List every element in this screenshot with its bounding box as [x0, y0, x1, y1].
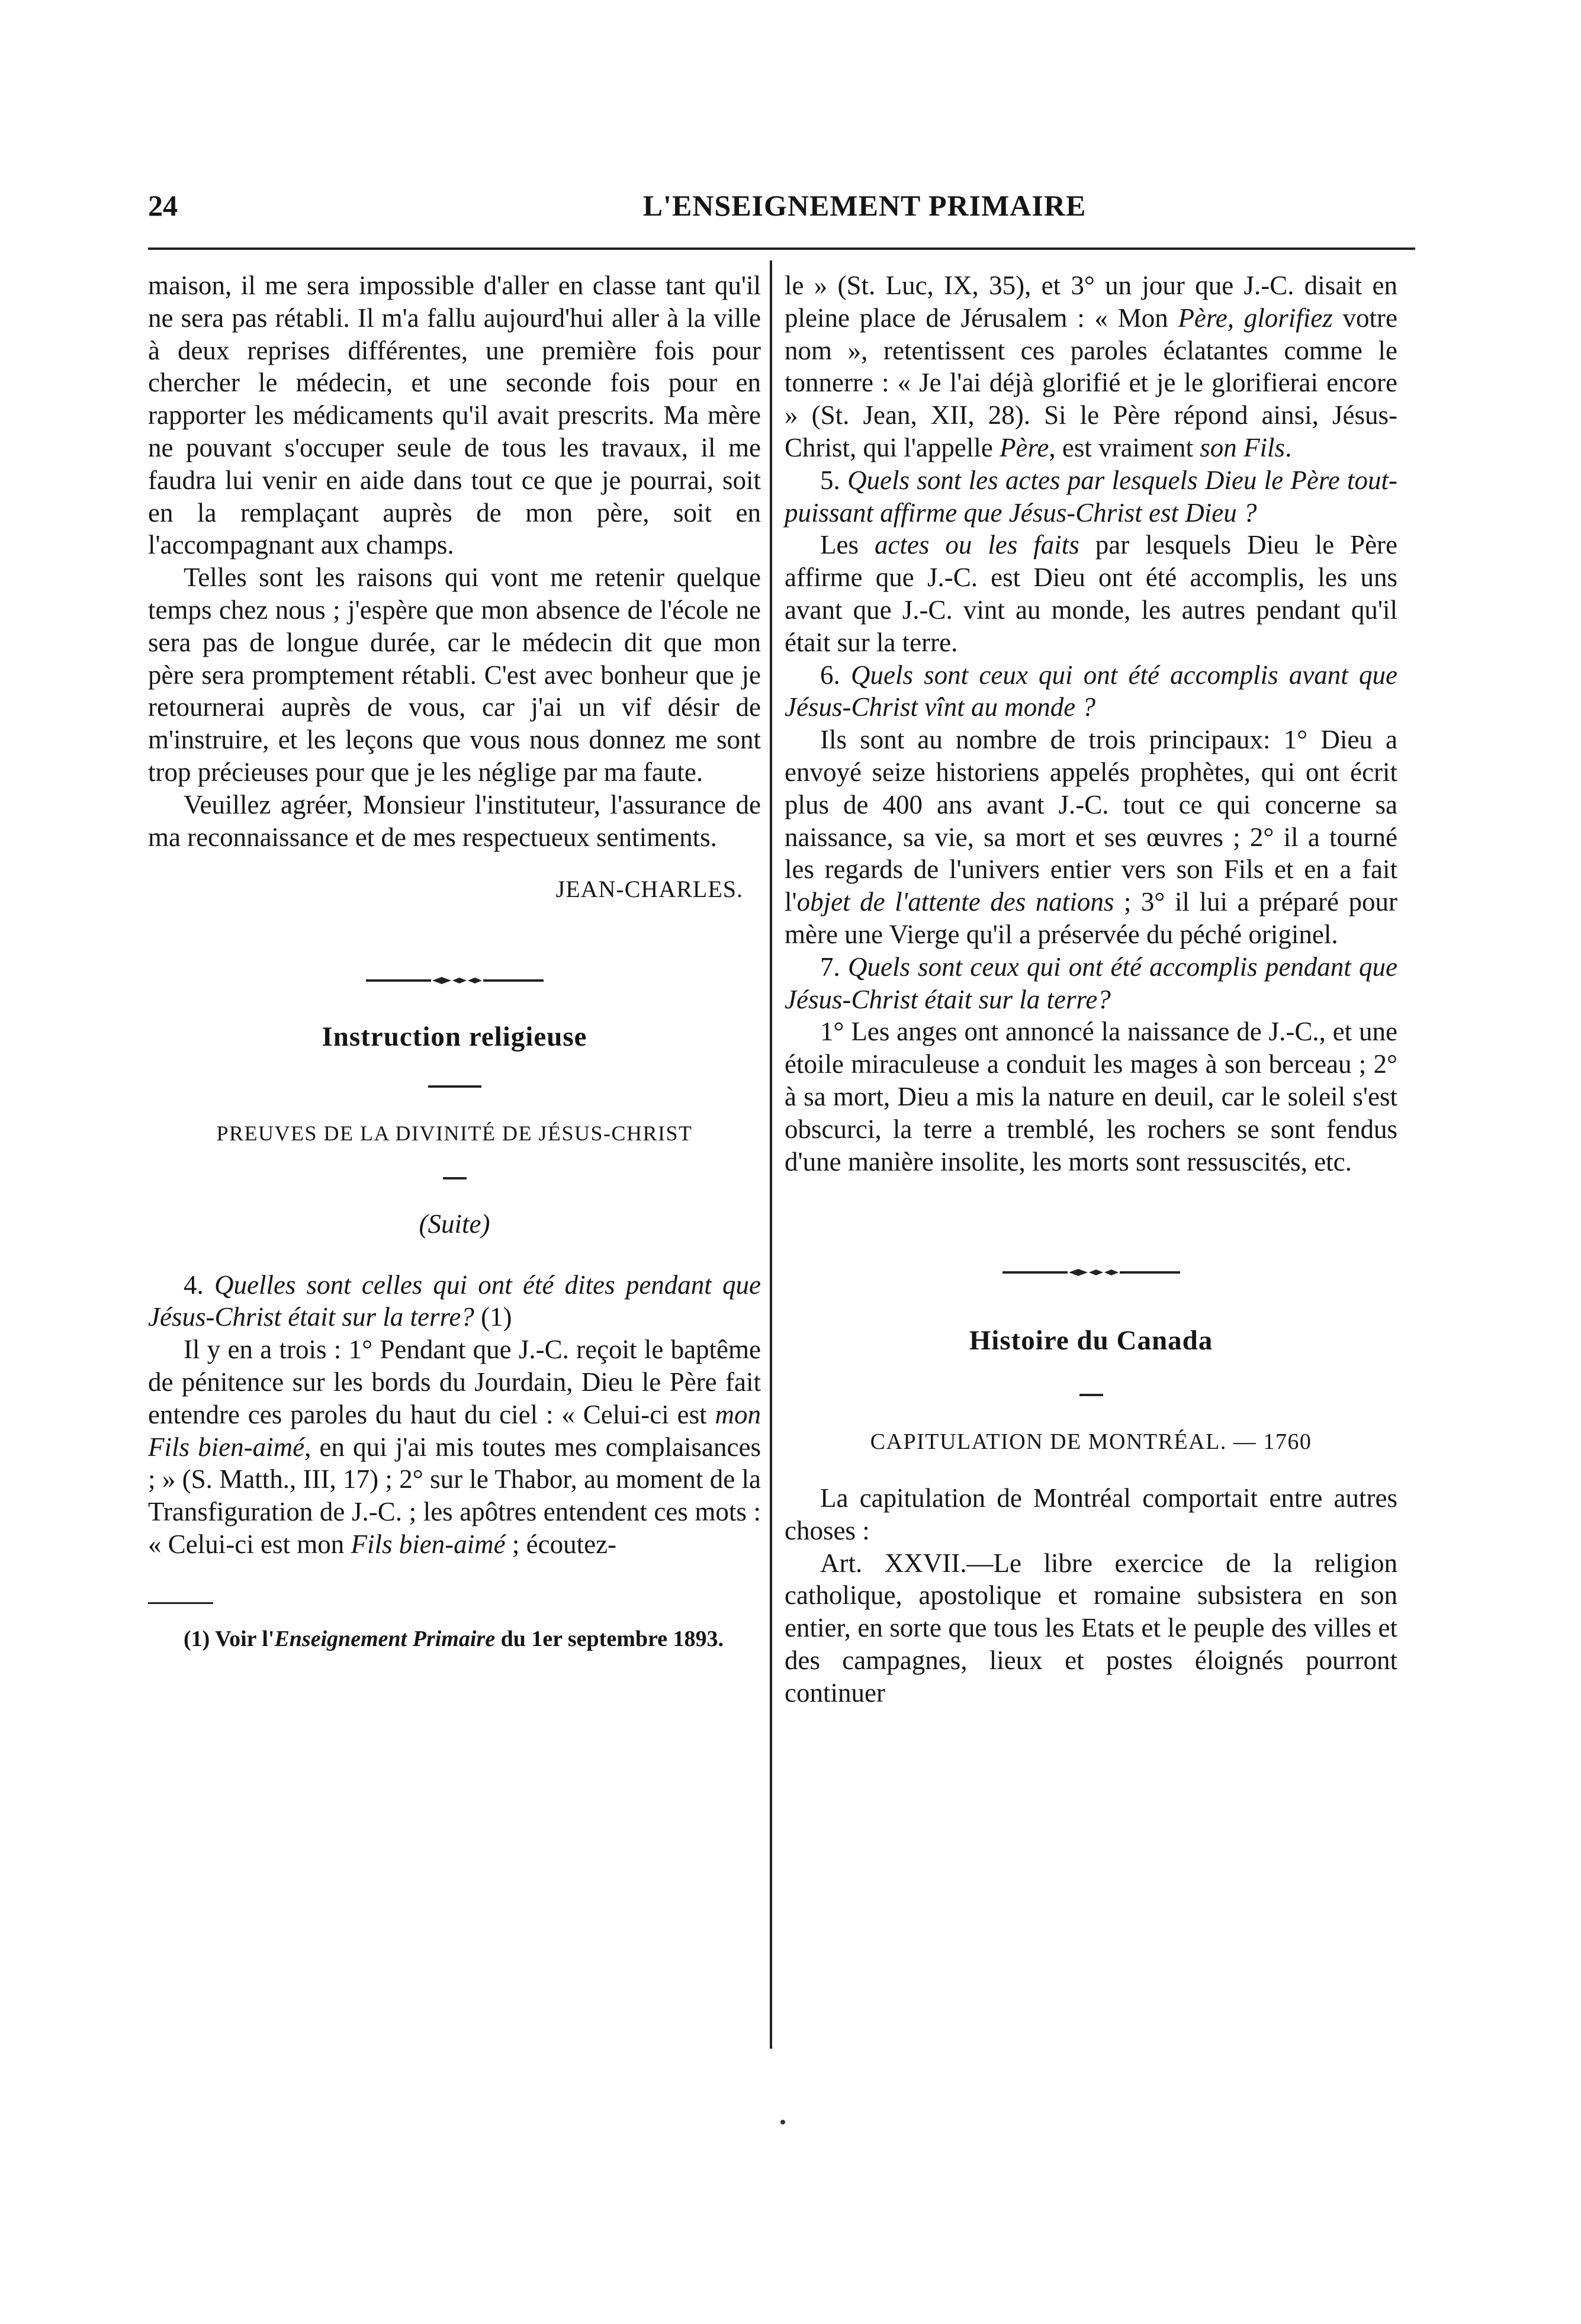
footnote: (1) Voir l'Enseignement Primaire du 1er septembre 1893. — [184, 1626, 724, 1651]
answer-7: 1° Les anges ont annoncé la naissance de J.-C., et une étoile miraculeuse a conduit les mages à son berceau ; 2° à sa mort, Dieu a mis la nature en deuil, car le soleil s'est obscurci, la terre a tremblé, les rochers se sont fendus d'une manière insolite, les morts sont ressuscités, etc. — [785, 1017, 1397, 1177]
section-subtitle-history: CAPITULATION DE MONTRÉAL. — 1760 — [870, 1429, 1312, 1455]
suite-label: (Suite) — [419, 1208, 490, 1239]
letter-paragraph-1: maison, il me sera impossible d'aller en classe tant qu'il ne sera pas rétabli. Il m'a fallu aujourd'hui aller à la ville à deux reprises différentes, une première fois pour chercher le médecin, et une seconde fois pour en rapporter les médicaments qu'il avait prescrits. Ma mère ne pouvant s'occuper seule de tous les travaux, il me faudra lui venir en aide dans tout ce que je pourrai, soit en la remplaçant auprès de mon père, soit en l'accompagnant aux champs. — [148, 271, 761, 560]
answer-4: Il y en a trois : 1° Pendant que J.-C. reçoit le baptême de pénitence sur les bords du Jourdain, Dieu le Père fait entendre ces paroles du haut du ciel : « Celui-ci est mon Fils bien-aimé, en qui j'ai mis toutes mes complaisances ; » (S. Matth., III, 17) ; 2° sur le Thabor, au moment de la Transfiguration de J.-C. ; les apôtres entendent ces mots : « Celui-ci est mon Fils bien-aimé ; écoutez- — [148, 1335, 761, 1559]
section-subtitle-religion: PREUVES DE LA DIVINITÉ DE JÉSUS-CHRIST — [216, 1121, 693, 1145]
column-divider — [770, 261, 772, 2049]
question-text: Quelles sont celles qui ont été dites pendant que Jésus-Christ était sur la terre? — [148, 1269, 761, 1332]
page-mark — [780, 2120, 785, 2124]
section-title-religion: Instruction religieuse — [322, 1021, 587, 1053]
question-5 — [785, 464, 1397, 529]
ornament-divider — [366, 975, 544, 986]
running-title: L'ENSEIGNEMENT PRIMAIRE — [642, 189, 1087, 222]
question-6 — [785, 659, 1397, 724]
letter-paragraph-2: Telles sont les raisons qui vont me retenir quelque temps chez nous ; j'espère que mon absence de l'école ne sera pas de longue durée, car le médecin dit que mon père sera promptement rétabli. C'est avec bonheur que je retournerai auprès de vous, car j'ai un vif désir de m'instruire, et les leçons que vous nous donnez me sont trop précieuses pour que je les néglige par ma faute. — [148, 562, 761, 787]
question-text: Quels sont les actes par lesquels Dieu le Père tout-puissant affirme que Jésus-Christ est Dieu ? — [785, 465, 1397, 528]
left-column — [148, 269, 761, 1653]
right-column — [785, 269, 1397, 1709]
header-rule — [148, 247, 1415, 250]
question-number: 7. — [820, 952, 840, 982]
history-intro: La capitulation de Montréal comportait entre autres choses : — [785, 1483, 1397, 1545]
answer-6: Ils sont au nombre de trois principaux: 1° Dieu a envoyé seize historiens appelés prophètes, qui ont écrit plus de 400 ans avant J.-C. tout ce qui concerne sa naissance, sa vie, sa mort et ses œuvres ; 2° il a tourné les regards de l'univers entier vers son Fils et en a fait l'objet de l'attente des nations ; 3° il lui a préparé pour mère une Vierge qu'il a préservée du péché originel. — [785, 725, 1397, 949]
letter-paragraph-3: Veuillez agréer, Monsieur l'instituteur, l'assurance de ma reconnaissance et de mes respectueux sentiments. — [148, 789, 761, 852]
question-4 — [148, 1269, 761, 1334]
answer-4-continued: le » (St. Luc, IX, 35), et 3° un jour que J.-C. disait en pleine place de Jérusalem : « Mon Père, glorifiez votre nom », retentissent ces paroles éclatantes comme le tonnerre : « Je l'ai déjà glorifié et je le glorifierai encore » (St. Jean, XII, 28). Si le Père répond ainsi, Jésus-Christ, qui l'appelle Père, est vraiment son Fils. — [785, 271, 1397, 462]
footnote-ref: (1) — [481, 1302, 512, 1332]
question-text: Quels sont ceux qui ont été accomplis avant que Jésus-Christ vînt au monde ? — [785, 660, 1397, 722]
answer-5: Les actes ou les faits par lesquels Dieu le Père affirme que J.-C. est Dieu ont été accomplis, les uns avant que J.-C. vint au monde, les autres pendant qu'il était sur la terre. — [785, 530, 1398, 657]
question-text: Quels sont ceux qui ont été accomplis pendant que Jésus-Christ était sur la terre? — [785, 952, 1397, 1014]
question-number: 4. — [184, 1269, 204, 1300]
page-number: 24 — [148, 189, 178, 222]
page-header — [148, 188, 1415, 236]
question-number: 5. — [820, 465, 840, 495]
question-number: 6. — [820, 660, 840, 690]
section-title-history: Histoire du Canada — [969, 1325, 1213, 1357]
history-article-27: Art. XXVII.—Le libre exercice de la religion catholique, apostolique et romaine subsistera en son entier, en sorte que tous les Etats et le peuple des villes et des campagnes, lieux et postes éloignés pourront continuer — [785, 1548, 1397, 1708]
question-7 — [785, 951, 1397, 1016]
ornament-divider — [1002, 1267, 1180, 1278]
signature: JEAN-CHARLES. — [555, 876, 743, 903]
